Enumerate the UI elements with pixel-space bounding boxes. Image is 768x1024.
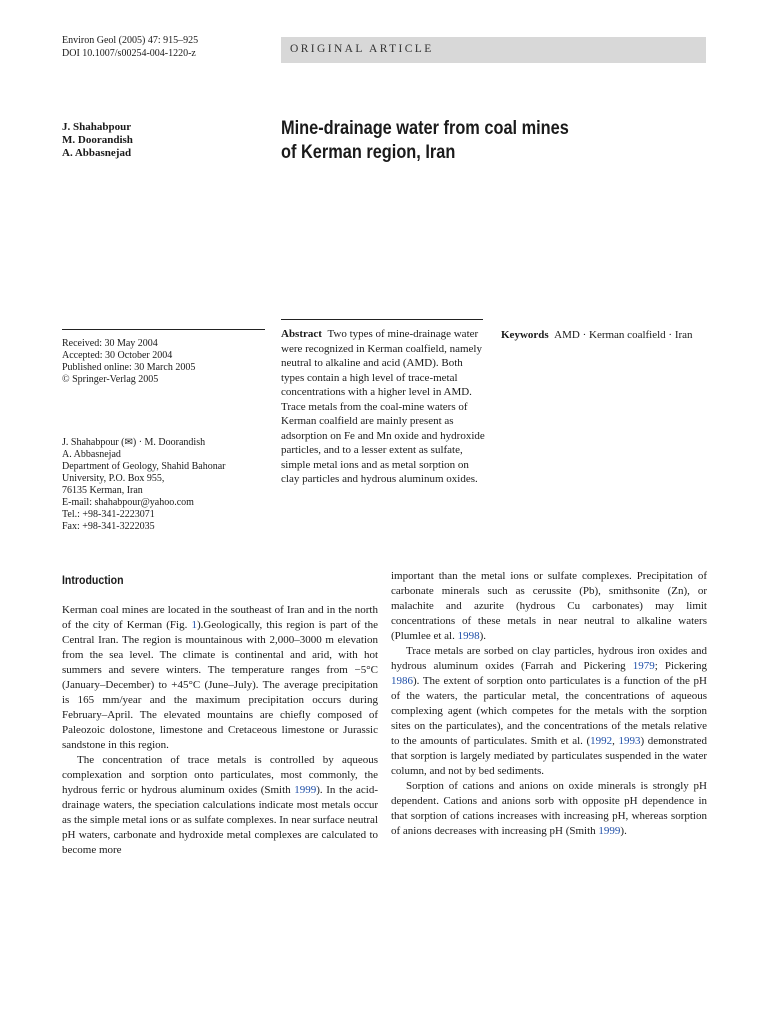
date-accepted: Accepted: 30 October 2004 <box>62 350 173 361</box>
paragraph-text: , <box>612 735 619 747</box>
author-name: A. Abbasnejad <box>62 147 132 159</box>
affiliation-email[interactable]: E-mail: shahabpour@yahoo.com <box>62 497 194 508</box>
divider <box>62 329 265 330</box>
author-affiliation <box>62 437 225 533</box>
title-line: of Kerman region, Iran <box>281 142 456 163</box>
citation-link[interactable]: 1992 <box>590 735 613 747</box>
paragraph-text: ). <box>620 825 627 837</box>
citation-link[interactable]: 1986 <box>391 675 413 687</box>
doi[interactable]: DOI 10.1007/s00254-004-1220-z <box>62 47 196 59</box>
affiliation-authors: A. Abbasnejad <box>62 449 121 460</box>
affiliation-fax: Fax: +98-341-3222035 <box>62 521 155 532</box>
divider <box>281 319 483 320</box>
journal-reference: Environ Geol (2005) 47: 915–925 <box>62 35 199 46</box>
affiliation-address: University, P.O. Box 955, <box>62 473 165 484</box>
publication-dates <box>62 338 195 386</box>
figure-link[interactable]: 1 <box>191 619 197 631</box>
citation-link[interactable]: 1998 <box>457 630 480 642</box>
date-published: Published online: 30 March 2005 <box>62 362 196 373</box>
affiliation-address: 76135 Kerman, Iran <box>62 485 143 496</box>
paragraph <box>62 603 378 753</box>
article-type-banner <box>281 37 706 63</box>
keywords <box>501 328 701 343</box>
paragraph <box>391 644 707 779</box>
abstract-label: Abstract <box>281 328 322 340</box>
keywords-text: AMD · Kerman coalfield · Iran <box>554 329 693 341</box>
body-column-left <box>62 603 378 858</box>
paragraph-text: ).Geologically, this region is part of the Central Iran. The region is mountainous with 2,000–3000 m elevation from the sea level. The climate is continental and arid, with hot summers and severe winters. The temperature ranges from −5°C (January–December) to +45°C (June–July). The average precipitation is 165 mm/year and the maximum precipitation occurs during February–April. The elevated mountains are chiefly composed of Paleozoic dolostone, limestone and Cretaceous limestone or Jurassic sandstone in this region. <box>62 619 378 751</box>
affiliation-authors: J. Shahabpour (✉) · M. Doorandish <box>62 437 206 448</box>
abstract <box>281 327 485 487</box>
body-column-right <box>391 569 707 839</box>
paragraph <box>391 779 707 839</box>
copyright: © Springer-Verlag 2005 <box>62 374 159 385</box>
affiliation-phone: Tel.: +98-341-2223071 <box>62 509 155 520</box>
paragraph-text: Trace metals are sorbed on clay particles, hydrous iron oxides and hydrous aluminum oxides (Farrah and Pickering <box>391 645 707 672</box>
article-title <box>281 117 642 165</box>
paragraph-text: The concentration of trace metals is controlled by aqueous complexation and sorption onto particulates, most commonly, the hydrous ferric or hydrous aluminum oxides (Smith <box>62 754 378 796</box>
journal-citation <box>62 35 198 60</box>
paragraph-text: ). In the acid-drainage waters, the speciation calculations indicate most metals occur as the simple metal ions or as sulfate complexes. In near surface neutral pH waters, carbonate and hydroxide metal complexes are calculated to become more <box>62 784 379 856</box>
citation-link[interactable]: 1993 <box>618 735 641 747</box>
citation-link[interactable]: 1979 <box>632 660 655 672</box>
paragraph <box>62 753 378 858</box>
section-heading: Introduction <box>62 573 124 587</box>
paragraph-text: ). The extent of sorption onto particulates is a function of the pH of the waters, the particular metal, the concentrations of aqueous complexing agent (which competes for the metals with the sorption sites on the particulates), and the concentrations of the metals relative to the amounts of particulates. Smith et al. ( <box>391 675 707 747</box>
paragraph <box>391 569 707 644</box>
citation-link[interactable]: 1999 <box>598 825 621 837</box>
article-type-label: ORIGINAL ARTICLE <box>290 43 434 55</box>
paragraph-text: important than the metal ions or sulfate complexes. Precipitation of carbonate minerals such as cerussite (Pb), smithsonite (Zn), or malachite and azurite (hydrous Cu carbonates) may limit concentrations of these metals in near neutral to alkaline waters (Plumlee et al. <box>391 570 707 642</box>
author-name: J. Shahabpour <box>62 121 132 133</box>
paragraph-text: ; Pickering <box>654 660 708 672</box>
citation-link[interactable]: 1999 <box>294 784 317 796</box>
affiliation-department: Department of Geology, Shahid Bahonar <box>62 461 226 472</box>
author-name: M. Doorandish <box>62 134 133 146</box>
title-line: Mine-drainage water from coal mines <box>281 118 569 139</box>
date-received: Received: 30 May 2004 <box>62 338 158 349</box>
paragraph-text: ) demonstrated that sorption is largely mediated by particulates suspended in the water column, and not by bed sediments. <box>391 735 707 777</box>
paragraph-text: Sorption of cations and anions on oxide minerals is strongly pH dependent. Cations and anions sorb with opposite pH dependence in that sorption of cations increases with increasing pH, whereas sorption of anions decreases with increasing pH (Smith <box>391 780 707 837</box>
paragraph-text: ). <box>479 630 487 642</box>
author-list <box>62 121 133 160</box>
keywords-label: Keywords <box>501 329 549 341</box>
abstract-text: Two types of mine-drainage water were recognized in Kerman coalfield, namely neutral to alkaline and acid (AMD). Both types contain a high level of trace-metal concentrations with a higher level in AMD. Trace metals from the coal-mine waters of Kerman coalfield are mainly present as adsorption on Fe and Mn oxide and hydroxide particles, and to a lesser extent as sulfate, simple metal ions and as metal sorption on clay particles and hydrous aluminum oxides. <box>281 328 485 485</box>
paragraph-text: Kerman coal mines are located in the southeast of Iran and in the north of the city of Kerman (Fig. <box>62 604 378 631</box>
